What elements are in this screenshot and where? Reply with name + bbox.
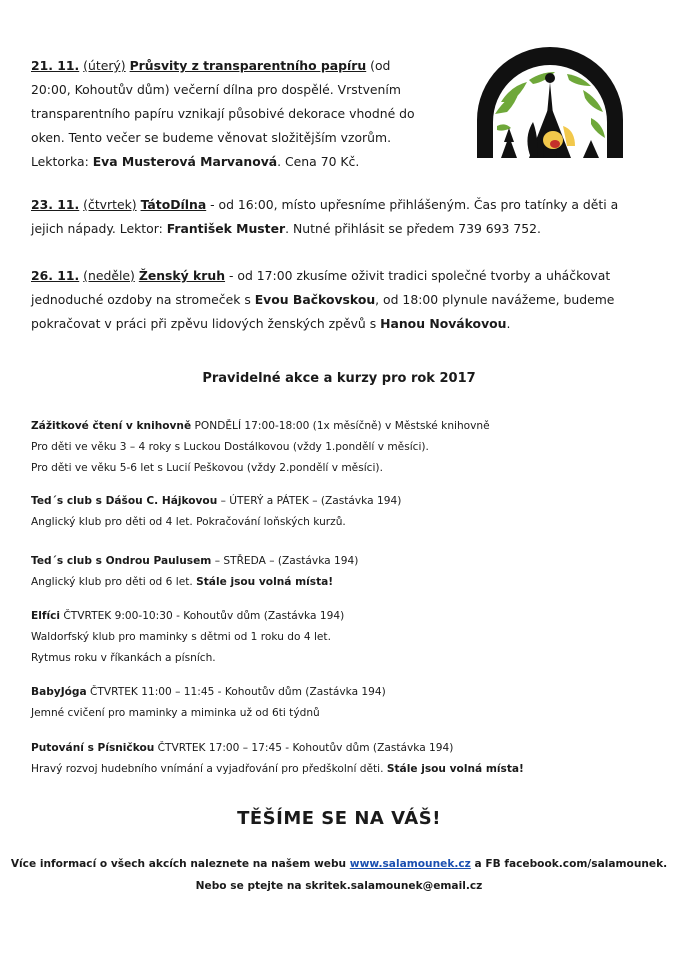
program-name: Ted´s club s Dášou C. Hájkovou xyxy=(31,495,218,507)
event-end-dot: . xyxy=(506,316,511,331)
availability-note: Stále jsou volná místa! xyxy=(386,763,524,775)
event-day: (neděle) xyxy=(83,268,135,283)
event-description: (od 20:00, Kohoutův dům) večerní dílna pro dospělé. Vrstvením transparentního papíru vznikají působivé dekorace vhodné do oken. Tento večer se budeme věnovat složitějším vzorům. Lektorka: xyxy=(31,58,415,169)
contact-info xyxy=(0,853,678,897)
contact-prefix: Více informací o všech akcích naleznete na našem webu xyxy=(10,858,350,870)
program-detail: Jemné cvičení pro maminky a miminka už od 6ti týdnů xyxy=(31,707,320,719)
program-schedule: PONDĚLÍ 17:00-18:00 (1x měsíčně) v Městské knihovně xyxy=(191,420,490,432)
program-name: Elfíci xyxy=(31,610,61,622)
program-name: BabyJóga xyxy=(31,686,87,698)
program-detail: Waldorfský klub pro maminky s dětmi od 1 roku do 4 let. xyxy=(31,631,331,643)
event-date: 21. 11. xyxy=(31,58,80,73)
nativity-arch-logo-icon xyxy=(471,42,629,160)
program-detail: Anglický klub pro děti od 4 let. Pokračování loňských kurzů. xyxy=(31,516,346,528)
event-description: - od 16:00, místo upřesníme přihlášeným. Čas pro tatínky a děti a jejich nápady. Lektor: xyxy=(31,197,619,236)
contact-suffix: a FB facebook.com/salamounek. xyxy=(470,858,668,870)
program-item xyxy=(31,738,651,780)
program-schedule: ČTVRTEK 11:00 – 11:45 - Kohoutův dům (Zastávka 194) xyxy=(86,686,386,698)
program-item xyxy=(31,491,651,533)
program-item xyxy=(31,416,651,479)
event-lecturer-2: Hanou Novákovou xyxy=(380,316,507,331)
event-date: 23. 11. xyxy=(31,197,80,212)
program-schedule: ČTVRTEK 9:00-10:30 - Kohoutův dům (Zastávka 194) xyxy=(60,610,345,622)
event-zensky-kruh xyxy=(31,264,651,336)
event-price: . Cena 70 Kč. xyxy=(277,154,360,169)
event-description-2: , od 18:00 plynule navážeme, budeme pokračovat v práci při zpěvu lidových ženských zpěvů s xyxy=(31,292,615,331)
program-item xyxy=(31,551,651,593)
program-schedule: ČTVRTEK 17:00 – 17:45 - Kohoutův dům (Zastávka 194) xyxy=(154,742,454,754)
event-signup: . Nutné přihlásit se předem 739 693 752. xyxy=(285,221,541,236)
program-detail: Anglický klub pro děti od 6 let. xyxy=(31,576,197,588)
regular-section-title: Pravidelné akce a kurzy pro rok 2017 xyxy=(202,371,476,386)
program-item xyxy=(31,682,651,724)
program-schedule: – ÚTERÝ a PÁTEK – (Zastávka 194) xyxy=(217,495,402,507)
event-title: Průsvity z transparentního papíru xyxy=(129,58,367,73)
program-detail-2: Rytmus roku v říkankách a písních. xyxy=(31,652,216,664)
event-title: TátoDílna xyxy=(140,197,207,212)
program-schedule: – STŘEDA – (Zastávka 194) xyxy=(211,555,359,567)
website-link[interactable]: www.salamounek.cz xyxy=(349,858,471,870)
program-item xyxy=(31,606,651,669)
event-title: Ženský kruh xyxy=(138,268,226,283)
event-date: 26. 11. xyxy=(31,268,80,283)
event-lecturer: Evou Bačkovskou xyxy=(254,292,376,307)
program-name: Putování s Písničkou xyxy=(31,742,155,754)
event-paper-transparencies xyxy=(31,54,431,174)
program-name: Zážitkové čtení v knihovně xyxy=(31,420,192,432)
program-detail: Pro děti ve věku 3 – 4 roky s Luckou Dostálkovou (vždy 1.pondělí v měsíci). xyxy=(31,441,429,453)
event-lecturer: Eva Musterová Marvanová xyxy=(92,154,278,169)
program-detail: Hravý rozvoj hudebního vnímání a vyjadřování pro předškolní děti. xyxy=(31,763,387,775)
closing-headline: TĚŠÍME SE NA VÁŠ! xyxy=(237,808,441,829)
event-lecturer: František Muster xyxy=(166,221,286,236)
event-tatodilna xyxy=(31,193,651,241)
availability-note: Stále jsou volná místa! xyxy=(196,576,334,588)
program-detail-2: Pro děti ve věku 5-6 let s Lucií Peškovou (vždy 2.pondělí v měsíci). xyxy=(31,462,383,474)
event-description: - od 17:00 zkusíme oživit tradici společné tvorby a uháčkovat jednoduché ozdoby na stromeček s xyxy=(31,268,611,307)
event-day: (úterý) xyxy=(83,58,126,73)
contact-email-line: Nebo se ptejte na skritek.salamounek@email.cz xyxy=(195,880,483,892)
event-day: (čtvrtek) xyxy=(83,197,137,212)
program-name: Ted´s club s Ondrou Paulusem xyxy=(31,555,212,567)
